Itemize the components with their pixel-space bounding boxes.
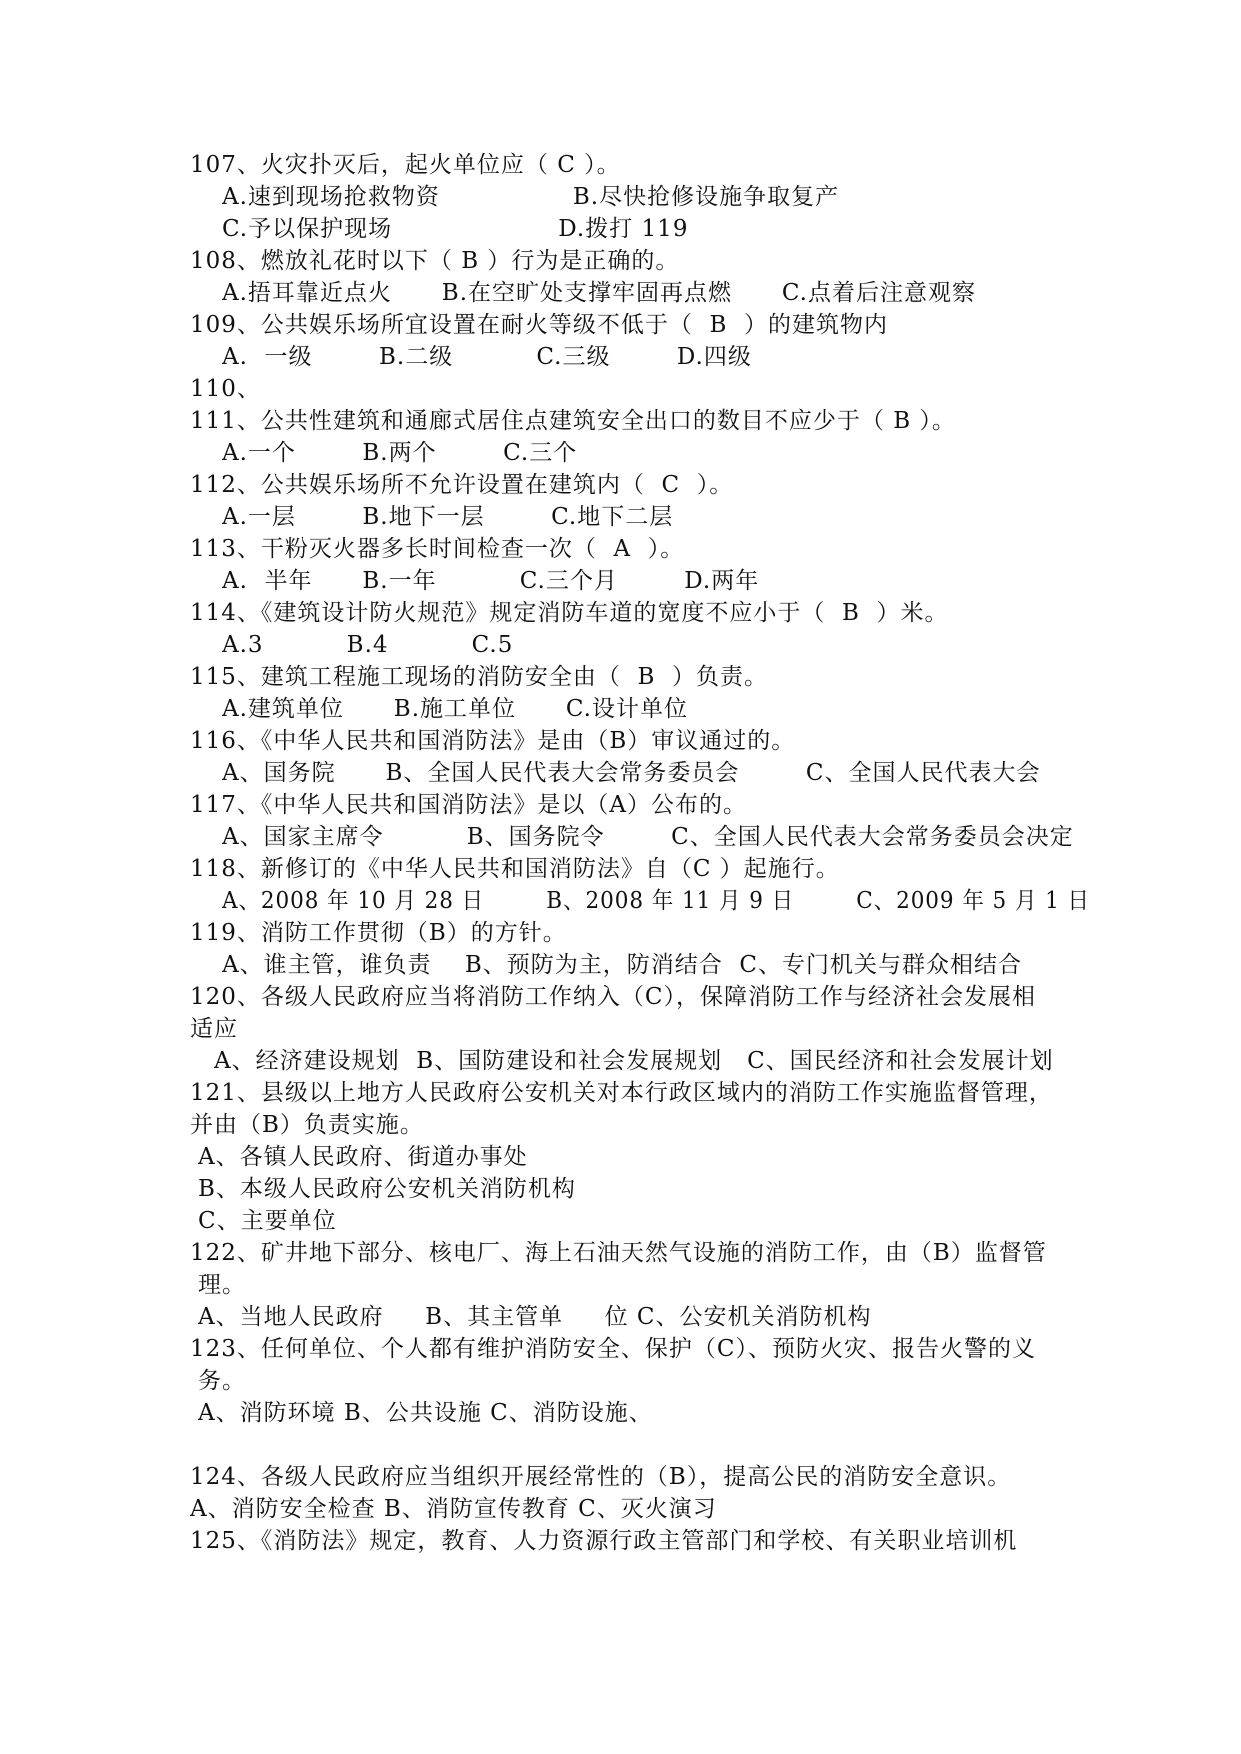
options-109: A. 一级 B.二级 C.三级 D.四级 xyxy=(222,344,752,370)
question-117: 117、《中华人民共和国消防法》是以（A）公布的。 xyxy=(190,792,748,818)
option-121-b: B、本级人民政府公安机关消防机构 xyxy=(198,1176,576,1202)
question-123-cont: 务。 xyxy=(198,1368,246,1394)
options-118: A、2008 年 10 月 28 日 B、2008 年 11 月 9 日 C、2009 年 5 月 1 日 xyxy=(222,888,1091,914)
question-115: 115、建筑工程施工现场的消防安全由（ B ）负责。 xyxy=(190,664,769,690)
question-114: 114、《建筑设计防火规范》规定消防车道的宽度不应小于（ B ）米。 xyxy=(190,600,949,626)
options-108: A.捂耳靠近点火 B.在空旷处支撑牢固再点燃 C.点着后注意观察 xyxy=(222,280,976,306)
question-122: 122、矿井地下部分、核电厂、海上石油天然气设施的消防工作，由（B）监督管 xyxy=(190,1240,1047,1266)
options-113: A. 半年 B.一年 C.三个月 D.两年 xyxy=(222,568,760,594)
options-115: A.建筑单位 B.施工单位 C.设计单位 xyxy=(222,696,688,722)
question-120-cont: 适应 xyxy=(190,1016,238,1042)
question-112: 112、公共娱乐场所不允许设置在建筑内（ C ）。 xyxy=(190,472,734,498)
question-118: 118、新修订的《中华人民共和国消防法》自（C ）起施行。 xyxy=(190,856,840,882)
question-121-cont: 并由（B）负责实施。 xyxy=(190,1112,424,1138)
options-123: A、消防环境 B、公共设施 C、消防设施、 xyxy=(198,1400,653,1426)
question-111: 111、公共性建筑和通廊式居住点建筑安全出口的数目不应少于（ B ）。 xyxy=(190,408,956,434)
question-123: 123、任何单位、个人都有维护消防安全、保护（C）、预防火灾、报告火警的义 xyxy=(190,1336,1036,1362)
options-107-cd: C.予以保护现场 D.拨打 119 xyxy=(222,216,689,242)
options-112: A.一层 B.地下一层 C.地下二层 xyxy=(222,504,674,530)
option-121-a: A、各镇人民政府、街道办事处 xyxy=(198,1144,528,1170)
options-119: A、谁主管，谁负责 B、预防为主，防消结合 C、专门机关与群众相结合 xyxy=(222,952,1022,978)
question-107: 107、火灾扑灭后，起火单位应（ C ）。 xyxy=(190,152,621,178)
options-114: A.3 B.4 C.5 xyxy=(222,632,514,658)
question-116: 116、《中华人民共和国消防法》是由（B）审议通过的。 xyxy=(190,728,796,754)
options-120: A、经济建设规划 B、国防建设和社会发展规划 C、国民经济和社会发展计划 xyxy=(214,1048,1054,1074)
question-113: 113、干粉灭火器多长时间检查一次（ A ）。 xyxy=(190,536,685,562)
question-122-cont: 理。 xyxy=(198,1272,246,1298)
options-116: A、国务院 B、全国人民代表大会常务委员会 C、全国人民代表大会 xyxy=(222,760,1041,786)
options-107-ab: A.速到现场抢救物资 B.尽快抢修设施争取复产 xyxy=(222,184,840,210)
question-120: 120、各级人民政府应当将消防工作纳入（C），保障消防工作与经济社会发展相 xyxy=(190,984,1036,1010)
options-124: A、消防安全检查 B、消防宣传教育 C、灭火演习 xyxy=(190,1496,717,1522)
options-111: A.一个 B.两个 C.三个 xyxy=(222,440,578,466)
options-122: A、当地人民政府 B、其主管单 位 C、公安机关消防机构 xyxy=(198,1304,872,1330)
question-125: 125、《消防法》规定，教育、人力资源行政主管部门和学校、有关职业培训机 xyxy=(190,1528,1018,1554)
question-121: 121、县级以上地方人民政府公安机关对本行政区域内的消防工作实施监督管理， xyxy=(190,1080,1053,1106)
option-121-c: C、主要单位 xyxy=(198,1208,337,1234)
question-109: 109、公共娱乐场所宜设置在耐火等级不低于（ B ）的建筑物内 xyxy=(190,312,889,338)
question-110: 110、 xyxy=(190,376,261,402)
options-117: A、国家主席令 B、国务院令 C、全国人民代表大会常务委员会决定 xyxy=(222,824,1074,850)
question-124: 124、各级人民政府应当组织开展经常性的（B），提高公民的消防安全意识。 xyxy=(190,1464,1012,1490)
question-108: 108、燃放礼花时以下（ B ）行为是正确的。 xyxy=(190,248,680,274)
question-119: 119、消防工作贯彻（B）的方针。 xyxy=(190,920,567,946)
